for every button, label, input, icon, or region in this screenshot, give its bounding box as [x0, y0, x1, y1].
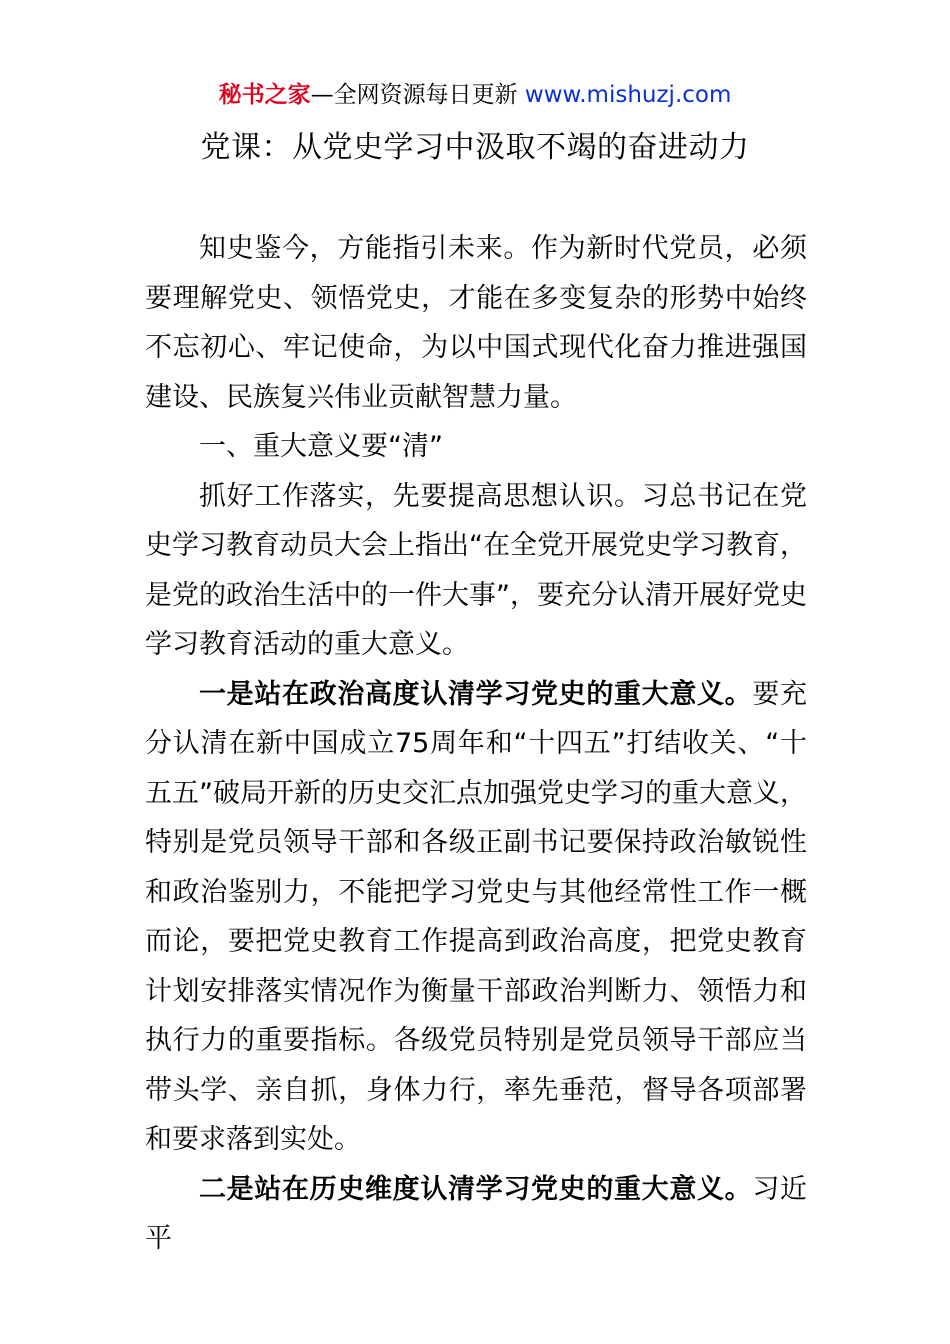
point-two-lead: 二是站在历史维度认清学习党史的重大意义。: [199, 1173, 753, 1205]
paragraph-text: 知史鉴今，方能指引未来。作为新时代党员，必须要理解党史、领悟党史，才能在多变复杂的形势中始终不忘初心、牢记使命，为以中国式现代化奋力推进强国建设、民族复兴伟业贡献智慧力量。: [145, 233, 807, 413]
paragraph-point-one: [145, 670, 807, 1165]
point-one-lead: 一是站在政治高度认清学习党史的重大意义。: [199, 678, 753, 710]
paragraph-understanding: [145, 472, 807, 670]
site-header: [0, 78, 950, 112]
paragraph-point-two: [145, 1165, 807, 1264]
document-body: [145, 224, 807, 1264]
section-heading-text: 一、重大意义要“清”: [199, 431, 443, 462]
paragraph-text: 要充分认清在新中国成立75周年和“十四五”打结收关、“十五五”破局开新的历史交汇点加强党史学习的重大意义，特别是党员领导干部和各级正副书记要保持政治敏锐性和政治鉴别力，不能把学习党史与其他经常性工作一概而论，要把党史教育工作提高到政治高度，把党史教育计划安排落实情况作为衡量干部政治判断力、领悟力和执行力的重要指标。各级党员特别是党员领导干部应当带头学、亲自抓，身体力行，率先垂范，督导各项部署和要求落到实处。: [145, 678, 808, 1155]
paragraph-text: 抓好工作落实，先要提高思想认识。习总书记在党史学习教育动员大会上指出“在全党开展党史学习教育，是党的政治生活中的一件大事”，要充分认清开展好党史学习教育活动的重大意义。: [145, 480, 807, 660]
document-title: 党课：从党史学习中汲取不竭的奋进动力: [200, 130, 750, 165]
site-tagline: 全网资源每日更新: [333, 82, 518, 108]
header-dash: —: [310, 82, 334, 108]
section-heading: [145, 422, 807, 472]
site-brand[interactable]: 秘书之家: [218, 82, 311, 108]
site-url-link[interactable]: www.mishuzj.com: [524, 82, 732, 108]
paragraph-text: 习近平: [145, 1173, 808, 1254]
paragraph-intro: [145, 224, 807, 422]
